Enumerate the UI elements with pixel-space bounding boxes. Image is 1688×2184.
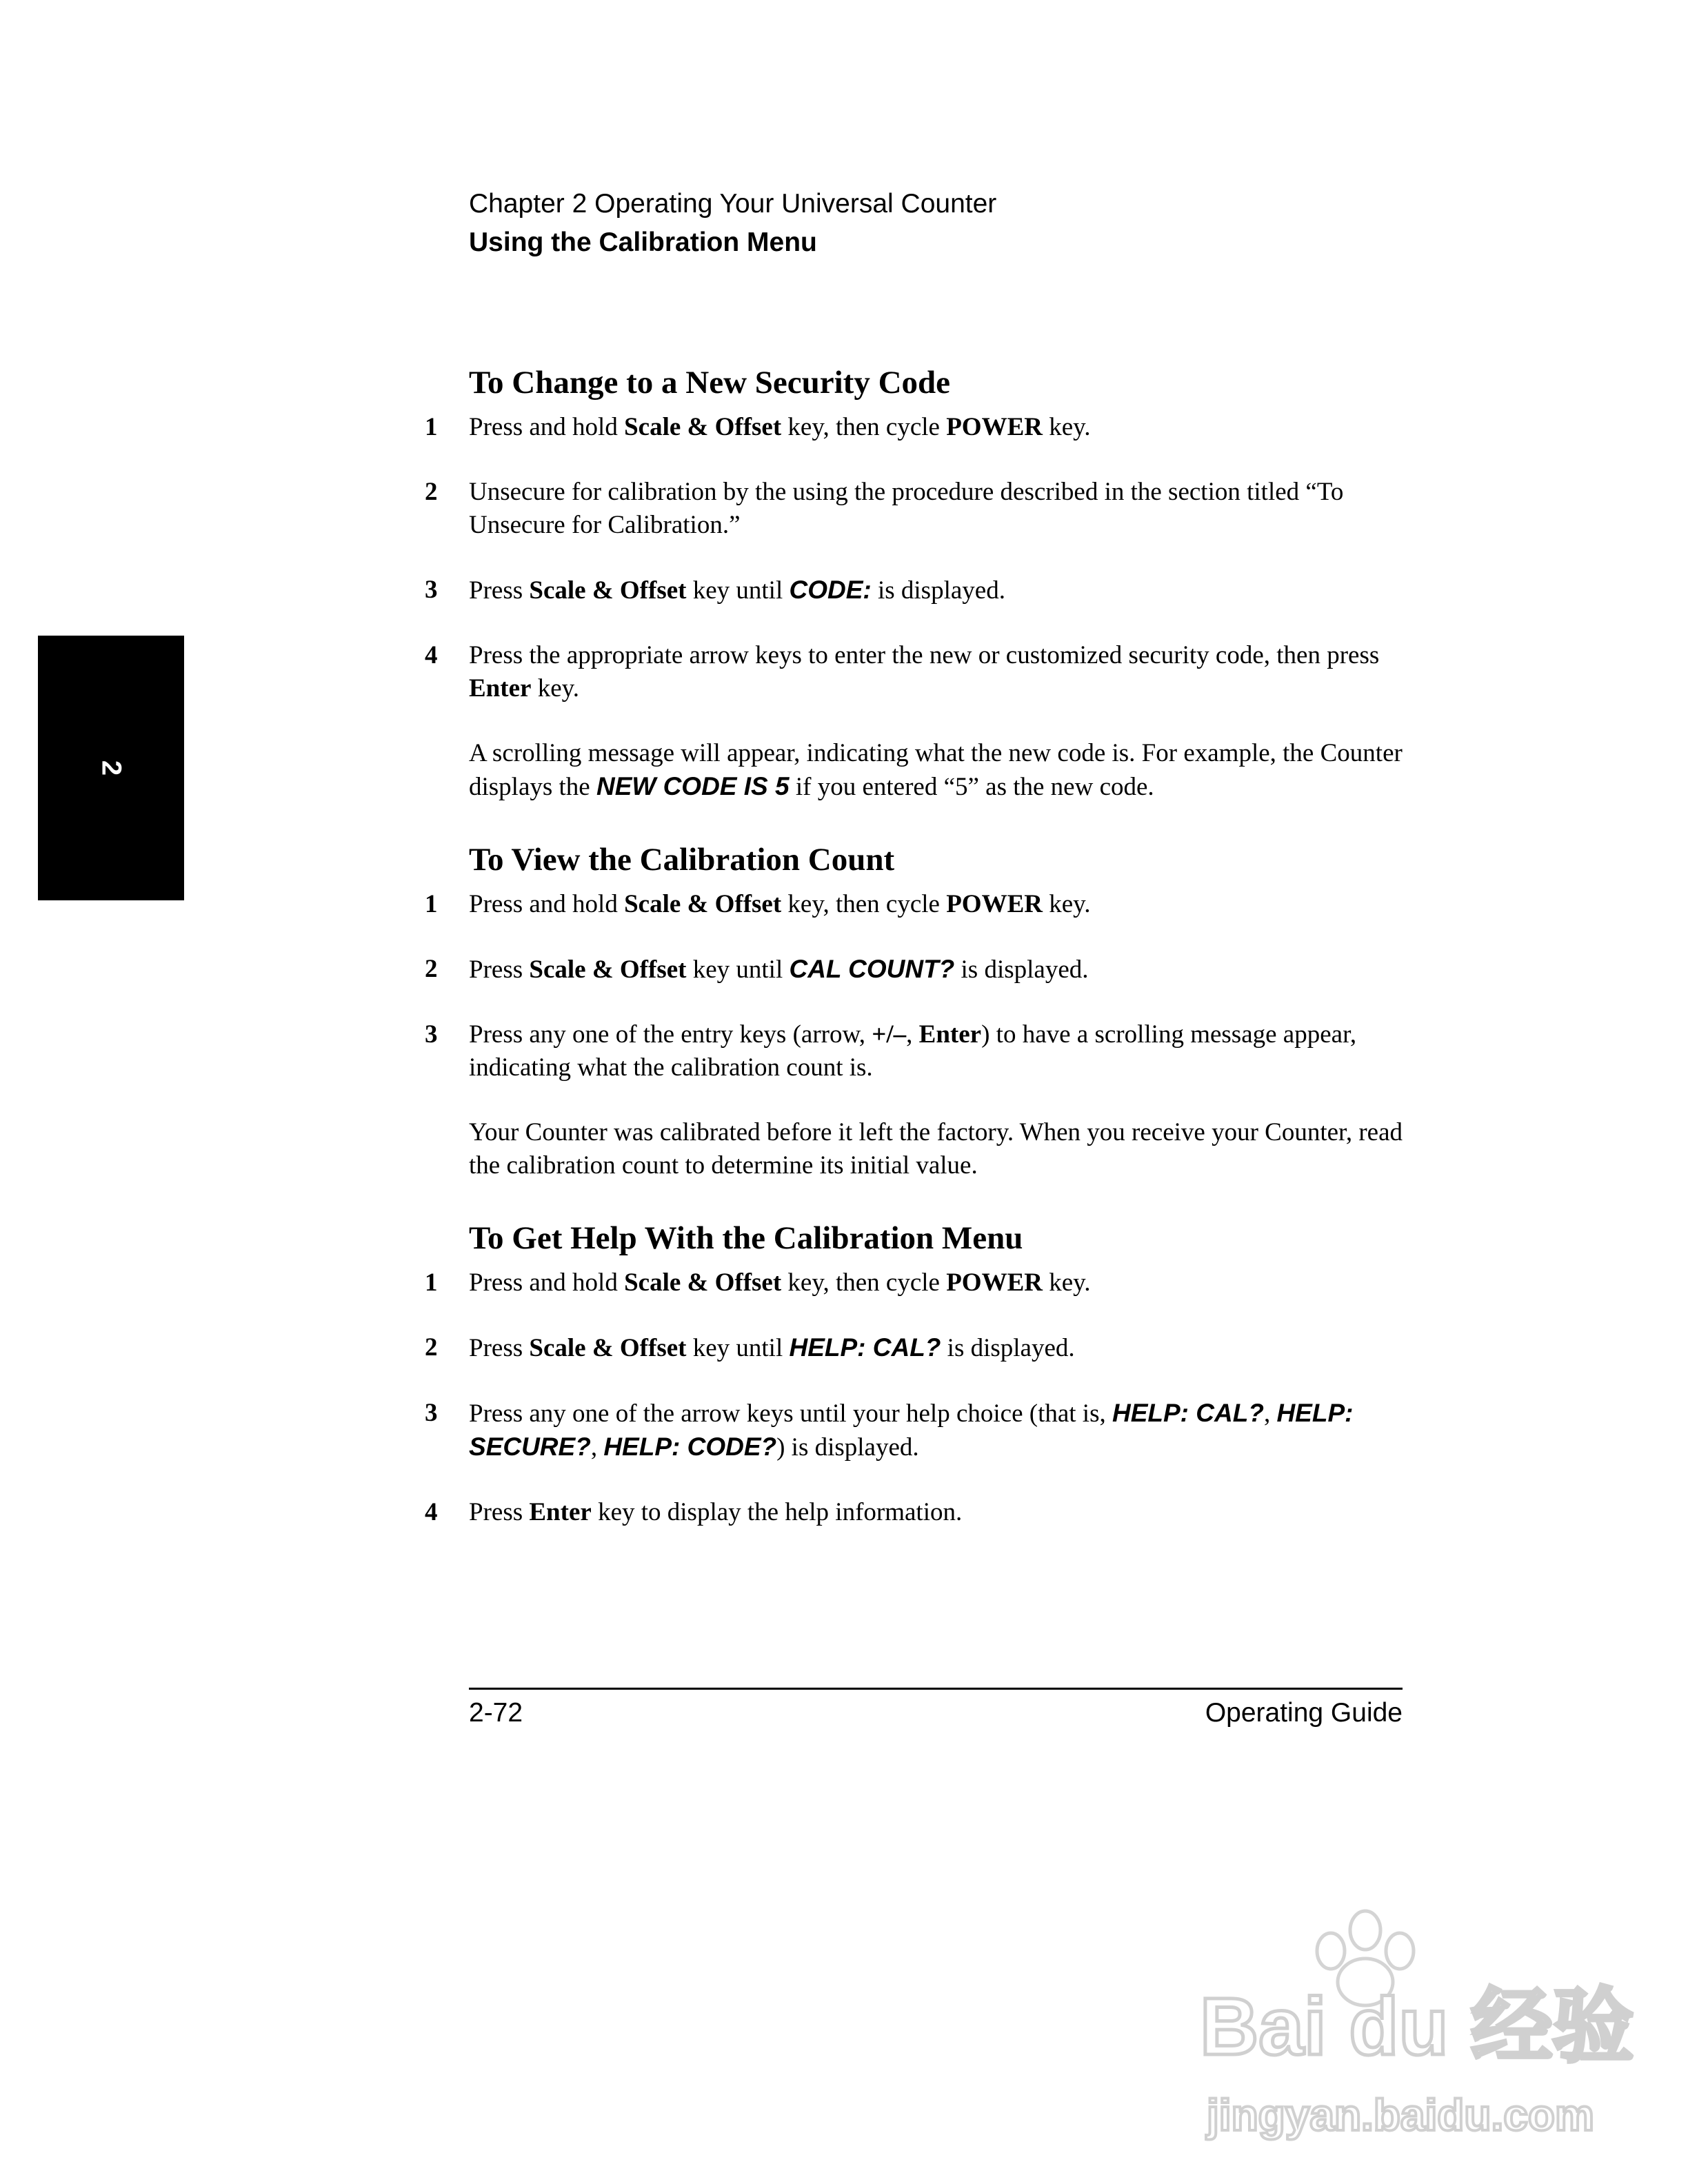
step-text: Press and hold	[469, 890, 625, 918]
key-name: +/–	[872, 1020, 907, 1049]
step-text: Press and hold	[469, 1268, 625, 1297]
step-text: key.	[1042, 413, 1091, 441]
procedure-section	[425, 358, 1407, 804]
section-heading: Using the Calibration Menu	[469, 228, 817, 257]
running-header	[469, 185, 1407, 262]
procedure-step	[425, 476, 1407, 542]
step-number: 3	[425, 576, 438, 604]
step-text: Press any one of the entry keys (arrow,	[469, 1020, 872, 1049]
step-note	[469, 1116, 1407, 1182]
chapter-tab-number: 2	[96, 760, 127, 776]
key-name: POWER	[946, 413, 1043, 441]
step-text: key.	[1042, 890, 1091, 918]
step-text: key, then cycle	[781, 413, 947, 441]
step-text: is displayed.	[941, 1334, 1075, 1362]
step-text: Press	[469, 1334, 530, 1362]
display-message: HELP: CODE?	[603, 1433, 777, 1461]
procedure-step	[425, 888, 1407, 921]
step-number: 3	[425, 1020, 438, 1049]
step-number: 2	[425, 955, 438, 983]
guide-name: Operating Guide	[1205, 1698, 1403, 1728]
step-text: ,	[590, 1433, 604, 1462]
step-text: Unsecure for calibration by the using the procedure described in the section titled “To Unsecure for Calibration.”	[469, 478, 1344, 539]
step-text: is displayed.	[954, 956, 1089, 984]
display-message: HELP: CAL?	[1112, 1399, 1264, 1427]
step-text: Press	[469, 956, 530, 984]
step-text: key until	[686, 1334, 790, 1362]
key-name: Scale & Offset	[529, 956, 687, 984]
watermark-brand: Bai du 经验	[1200, 1981, 1634, 2072]
step-number: 1	[425, 890, 438, 918]
step-number: 4	[425, 1498, 438, 1526]
procedure-step	[425, 953, 1407, 987]
procedure-step	[425, 1331, 1407, 1365]
step-text: A scrolling message will appear, indicating what the new code is. For example, the Counter displays the	[469, 739, 1403, 801]
key-name: POWER	[946, 890, 1043, 918]
procedure-step	[425, 1496, 1407, 1529]
key-name: Enter	[918, 1020, 982, 1049]
step-number: 1	[425, 413, 438, 441]
page-footer	[469, 1688, 1403, 1732]
main-content	[425, 358, 1407, 1561]
procedure-step	[425, 639, 1407, 705]
key-name: Scale & Offset	[624, 890, 782, 918]
step-text: ,	[1263, 1399, 1277, 1428]
procedure-step	[425, 574, 1407, 607]
step-text: key until	[686, 956, 790, 984]
procedure-section	[425, 1214, 1407, 1529]
step-text: ,	[906, 1020, 919, 1049]
key-name: Scale & Offset	[529, 1334, 687, 1362]
step-note	[469, 737, 1407, 804]
step-text: key, then cycle	[781, 1268, 947, 1297]
procedure-step	[425, 411, 1407, 444]
step-number: 2	[425, 1333, 438, 1362]
display-message: CAL COUNT?	[789, 955, 955, 983]
step-text: Press	[469, 1498, 530, 1526]
step-text: ) is displayed.	[776, 1433, 919, 1462]
display-message: NEW CODE IS 5	[596, 772, 790, 800]
step-text: is displayed.	[871, 576, 1005, 605]
key-name: Enter	[529, 1498, 592, 1526]
step-number: 1	[425, 1268, 438, 1297]
display-message: CODE:	[789, 576, 872, 604]
step-text: key, then cycle	[781, 890, 947, 918]
key-name: POWER	[946, 1268, 1043, 1297]
step-number: 3	[425, 1399, 438, 1427]
key-name: Enter	[469, 674, 532, 702]
procedure-title: To Get Help With the Calibration Menu	[469, 1220, 1023, 1256]
procedure-step	[425, 1397, 1407, 1464]
step-text: key until	[686, 576, 790, 605]
step-text: key.	[531, 674, 579, 702]
step-text: if you entered “5” as the new code.	[789, 773, 1154, 801]
procedure-title: To View the Calibration Count	[469, 842, 895, 878]
procedure-section	[425, 836, 1407, 1182]
step-number: 2	[425, 478, 438, 506]
step-text: Press	[469, 576, 530, 605]
page-number: 2-72	[469, 1698, 523, 1728]
procedure-step	[425, 1266, 1407, 1300]
procedure-step	[425, 1018, 1407, 1084]
step-text: Your Counter was calibrated before it left the factory. When you receive your Counter, read the calibration count to determine its initial value.	[469, 1118, 1403, 1180]
display-message: HELP: SECURE?	[469, 1399, 1354, 1461]
step-text: Press and hold	[469, 413, 625, 441]
display-message: HELP: CAL?	[789, 1333, 941, 1362]
key-name: Scale & Offset	[529, 576, 687, 605]
step-text: Press any one of the arrow keys until your help choice (that is,	[469, 1399, 1112, 1428]
step-number: 4	[425, 641, 438, 669]
step-text: key.	[1042, 1268, 1091, 1297]
chapter-thumb-tab	[38, 636, 184, 900]
key-name: Scale & Offset	[624, 413, 782, 441]
baidu-jingyan-watermark	[1186, 1903, 1634, 2165]
step-text: key to display the help information.	[591, 1498, 963, 1526]
step-text: Press the appropriate arrow keys to enter the new or customized security code, then press	[469, 641, 1380, 669]
watermark-url: jingyan.baidu.com	[1207, 2090, 1594, 2140]
key-name: Scale & Offset	[624, 1268, 782, 1297]
step-text: ) to have a scrolling message appear, indicating what the calibration count is.	[469, 1020, 1357, 1082]
chapter-heading: Chapter 2 Operating Your Universal Counter	[469, 189, 997, 219]
procedure-title: To Change to a New Security Code	[469, 365, 951, 401]
